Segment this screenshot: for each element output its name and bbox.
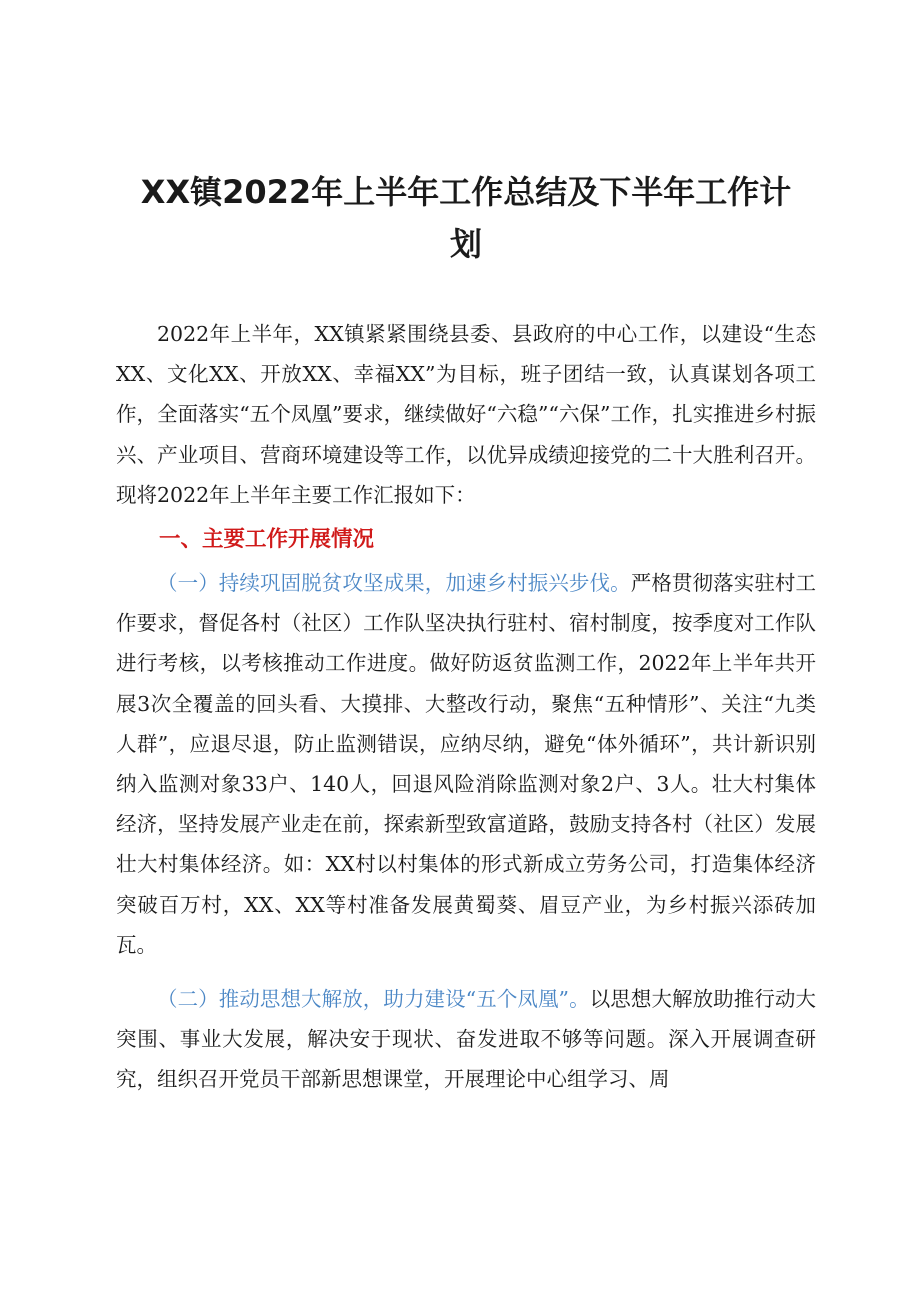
subsection-heading-1: （一）持续巩固脱贫攻坚成果，加速乡村振兴步伐。	[157, 571, 631, 596]
document-title	[116, 166, 816, 270]
section-heading-1: 一、主要工作开展情况	[159, 527, 375, 553]
subsection-2-paragraph	[116, 979, 816, 1100]
subsection-1-body: 严格贯彻落实驻村工作要求，督促各村（社区）工作队坚决执行驻村、宿村制度，按季度对工作队进行考核，以考核推动工作进度。做好防返贫监测工作，2022年上半年共开展3次全覆盖的回头看、大摸排、大整改行动，聚焦“五种情形”、关注“九类人群”，应退尽退，防止监测错误，应纳尽纳，避免“体外循环”，共计新识别纳入监测对象33户、140人，回退风险消除监测对象2户、3人。壮大村集体经济，坚持发展产业走在前，探索新型致富道路，鼓励支持各村（社区）发展壮大村集体经济。如：XX村以村集体的形式新成立劳务公司，打造集体经济突破百万村，XX、XX等村准备发展黄蜀葵、眉豆产业，为乡村振兴添砖加瓦。	[116, 571, 817, 957]
subsection-heading-2: （二）推动思想大解放，助力建设“五个凤凰”。	[157, 987, 590, 1012]
document-title-line-2: 划	[449, 225, 482, 263]
subsection-1-paragraph	[116, 563, 816, 965]
intro-paragraph: 2022年上半年，XX镇紧紧围绕县委、县政府的中心工作，以建设“生态XX、文化XX、开放XX、幸福XX”为目标，班子团结一致，认真谋划各项工作，全面落实“五个凤凰”要求，继续做好“六稳”“六保”工作，扎实推进乡村振兴、产业项目、营商环境建设等工作，以优异成绩迎接党的二十大胜利召开。现将2022年上半年主要工作汇报如下：	[116, 322, 816, 507]
document-title-line-1: XX镇2022年上半年工作总结及下半年工作计	[140, 173, 792, 211]
subsection-2-body: 以思想大解放助推行动大突围、事业大发展，解决安于现状、奋发进取不够等问题。深入开展调查研究，组织召开党员干部新思想课堂，开展理论中心组学习、周	[116, 987, 816, 1092]
